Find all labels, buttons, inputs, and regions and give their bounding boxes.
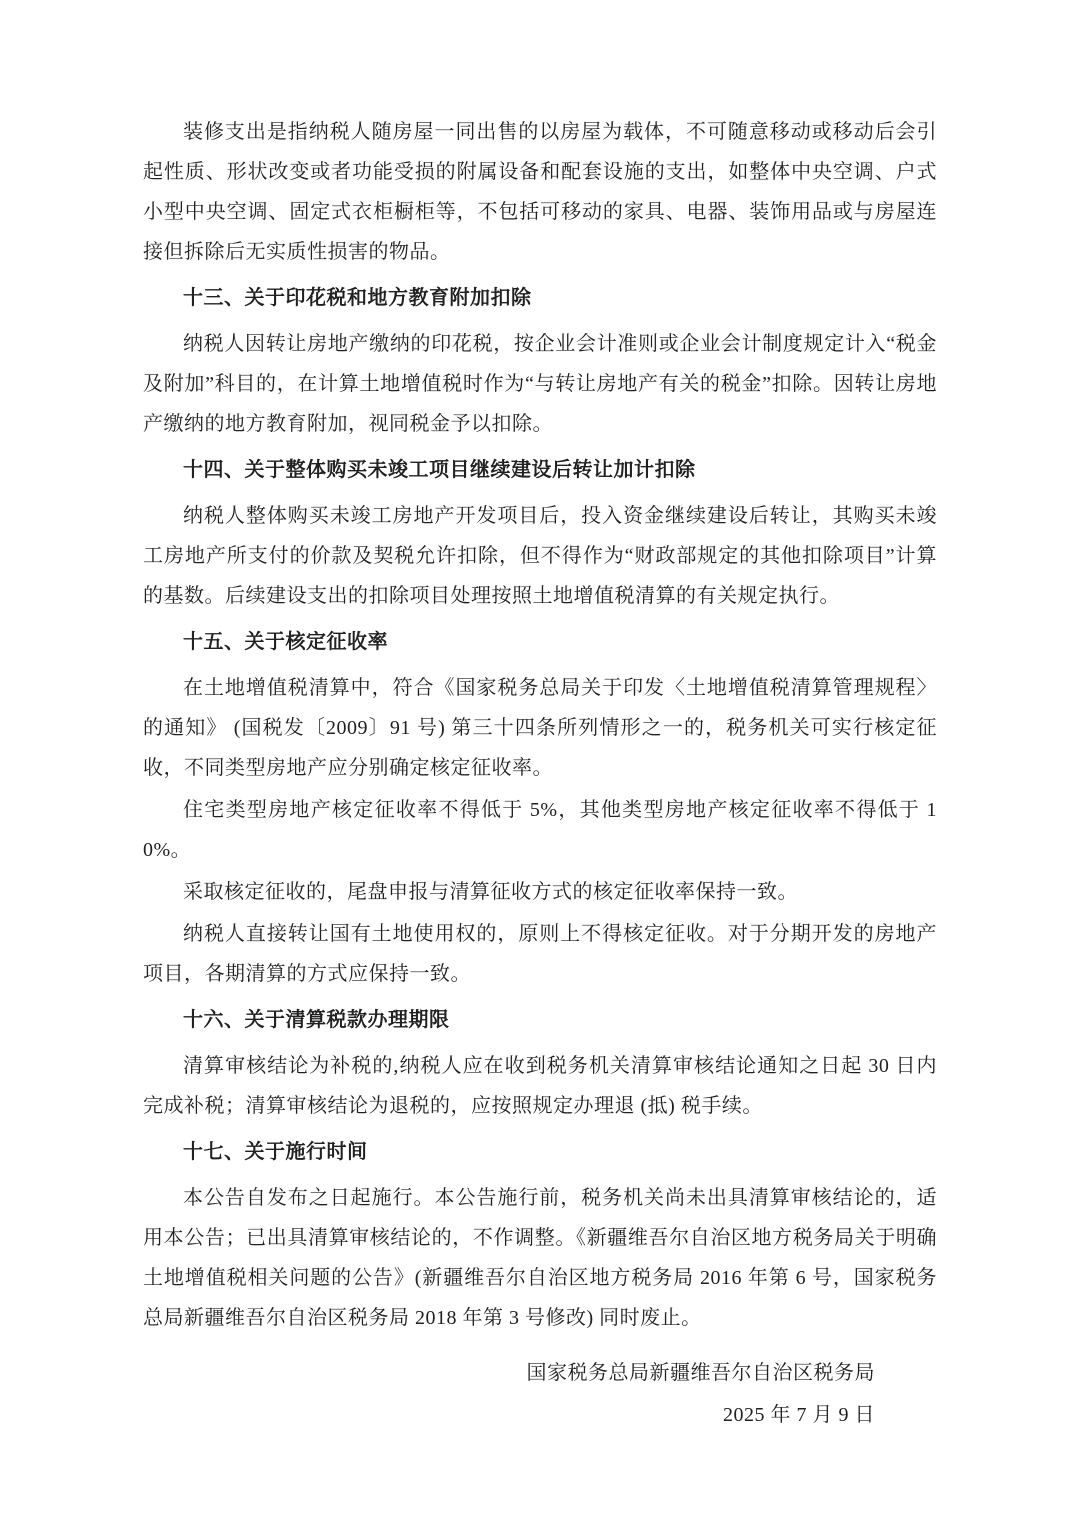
issuer-signature: 国家税务总局新疆维吾尔自治区税务局 [526, 1362, 875, 1384]
paragraph: 纳税人因转让房地产缴纳的印花税，按企业会计准则或企业会计制度规定计入“税金及附加”科目的，在计算土地增值税时作为“与转让房地产有关的税金”扣除。因转让房地产缴纳的地方教育附加，视同税金予以扣除。 [143, 333, 937, 435]
paragraph: 纳税人整体购买未竣工房地产开发项目后，投入资金继续建设后转让，其购买未竣工房地产所支付的价款及契税允许扣除，但不得作为“财政部规定的其他扣除项目”计算的基数。后续建设支出的扣除项目处理按照土地增值税清算的有关规定执行。 [143, 505, 937, 607]
section-heading: 十五、关于核定征收率 [183, 631, 388, 653]
section-heading: 十六、关于清算税款办理期限 [183, 1009, 450, 1031]
issue-date: 2025 年 7 月 9 日 [723, 1404, 875, 1426]
section-heading: 十三、关于印花税和地方教育附加扣除 [183, 287, 532, 309]
paragraph: 在土地增值税清算中，符合《国家税务总局关于印发〈土地增值税清算管理规程〉的通知》 (国税发〔2009〕91 号) 第三十四条所列情形之一的，税务机关可实行核定征收，不同类型房地产应分别确定核定征收率。 [143, 677, 937, 779]
section-heading: 十四、关于整体购买未竣工项目继续建设后转让加计扣除 [183, 459, 696, 481]
paragraph: 纳税人直接转让国有土地使用权的，原则上不得核定征收。对于分期开发的房地产项目，各期清算的方式应保持一致。 [143, 923, 937, 985]
section-heading: 十七、关于施行时间 [183, 1141, 368, 1163]
document-body [143, 112, 937, 1436]
paragraph: 本公告自发布之日起施行。本公告施行前，税务机关尚未出具清算审核结论的，适用本公告；已出具清算审核结论的，不作调整。《新疆维吾尔自治区地方税务局关于明确土地增值税相关问题的公告》(新疆维吾尔自治区地方税务局 2016 年第 6 号，国家税务总局新疆维吾尔自治区税务局 2018 年第 3 号修改) 同时废止。 [143, 1187, 937, 1329]
paragraph: 装修支出是指纳税人随房屋一同出售的以房屋为载体，不可随意移动或移动后会引起性质、形状改变或者功能受损的附属设备和配套设施的支出，如整体中央空调、户式小型中央空调、固定式衣柜橱柜等，不包括可移动的家具、电器、装饰用品或与房屋连接但拆除后无实质性损害的物品。 [143, 121, 937, 263]
paragraph: 住宅类型房地产核定征收率不得低于 5%，其他类型房地产核定征收率不得低于 10%。 [143, 799, 937, 861]
signature-block [143, 1352, 937, 1436]
paragraph: 清算审核结论为补税的,纳税人应在收到税务机关清算审核结论通知之日起 30 日内完成补税；清算审核结论为退税的，应按照规定办理退 (抵) 税手续。 [143, 1055, 937, 1117]
paragraph: 采取核定征收的，尾盘申报与清算征收方式的核定征收率保持一致。 [183, 881, 798, 903]
